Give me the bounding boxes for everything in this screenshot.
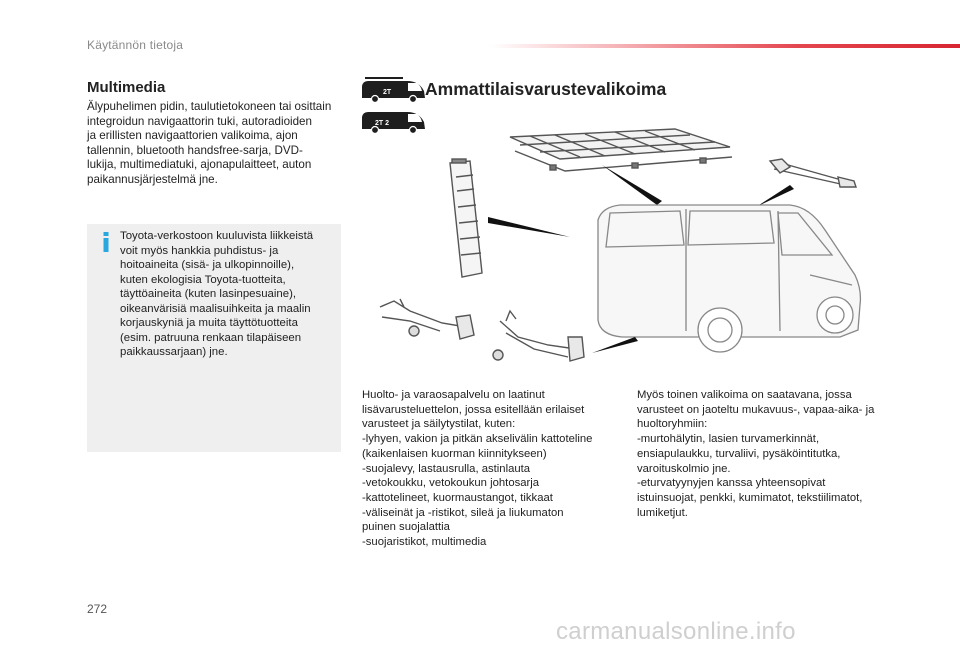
text-line: -vetokoukku, vetokoukun johtosarja (362, 477, 540, 490)
text-line: lukija, multimediatuki, ajonapulaitteet, auton (87, 158, 312, 172)
multimedia-heading: Multimedia (87, 79, 166, 96)
text-line: ensiapulaukku, turvaliivi, pysäköintitutka, (637, 447, 841, 460)
text-line: huoltoryhmiin: (637, 418, 708, 431)
van-icon (362, 77, 425, 103)
accessories-column-a (362, 388, 624, 550)
text-line: Toyota-verkostoon kuuluvista liikkeistä (120, 230, 314, 242)
text-line: istuinsuojat, penkki, kumimatot, tekstiilimatot, (637, 491, 863, 504)
info-icon (101, 232, 111, 252)
watermark: carmanualsonline.info (556, 618, 796, 645)
text-line: varusteet on jaoteltu mukavuus-, vapaa-aika- ja (637, 403, 875, 416)
text-line: voit myös hankkia puhdistus- ja (120, 244, 279, 257)
text-line: integroidun navigaattorin tuki, autoradioiden (87, 114, 312, 128)
roof-rack-drawing (510, 129, 732, 171)
text-line: -lyhyen, vakion ja pitkän akselivälin kattoteline (362, 433, 593, 446)
accessories-illustration (370, 125, 870, 375)
accessories-column-b (637, 388, 902, 520)
text-line: lisävarusteluettelon, jossa esitellään erilaiset (362, 403, 585, 416)
text-line: paikannusjärjestelmä jne. (87, 172, 218, 186)
text-line: Myös toinen valikoima on saatavana, jossa (637, 389, 852, 401)
ladder-drawing (450, 159, 482, 277)
text-line: Älypuhelimen pidin, taulutietokoneen tai osittain (87, 100, 332, 113)
running-header: Käytännön tietoja (87, 38, 184, 52)
pointer-arrow (488, 217, 570, 237)
text-line: (kaikenlaisen kuorman kiinnitykseen) (362, 447, 547, 460)
header-accent-rule (490, 44, 960, 48)
text-line: varoituskolmio jne. (637, 462, 731, 475)
text-line: lumiketjut. (637, 506, 688, 519)
text-line: ja erillisten navigaattorien valikoima, ajon (87, 129, 298, 143)
text-line: -suojaristikot, multimedia (362, 536, 487, 549)
text-line: (esim. patruuna renkaan tilapäiseen (120, 331, 302, 344)
text-line: oikeanvärisiä maalisuihkeita ja maalin (120, 302, 311, 315)
text-line: varusteet ja säilytystilat, kuten: (362, 418, 516, 431)
text-line: -kattotelineet, kuormaustangot, tikkaat (362, 491, 553, 504)
svg-text:2T 2: 2T 2 (375, 120, 390, 127)
text-line: -murtohälytin, lasien turvamerkinnät, (637, 433, 820, 446)
pointer-arrow (756, 185, 794, 207)
text-line: puinen suojalattia (362, 521, 450, 534)
text-line: paikkaussarjaan) jne. (120, 346, 228, 358)
text-line: -väliseinät ja -ristikot, sileä ja liukumaton (362, 506, 564, 519)
van-drawing (598, 205, 860, 352)
svg-text:2T: 2T (383, 89, 392, 96)
towbar-drawing (380, 299, 584, 361)
multimedia-paragraph (87, 100, 349, 188)
text-line: -eturvatyynyjen kanssa yhteensopivat (637, 477, 826, 490)
accessories-heading: Ammattilaisvarustevalikoima (425, 79, 667, 99)
text-line: korjauskyniä ja muita täyttötuotteita (120, 317, 298, 329)
text-line: Huolto- ja varaosapalvelu on laatinut (362, 389, 545, 401)
text-line: kuten ekologisia Toyota-tuotteita, (120, 273, 286, 286)
roof-bars-drawing (770, 159, 856, 187)
text-line: täyttöaineita (kuten lasinpesuaine), (120, 288, 297, 300)
text-line: tallennin, bluetooth handsfree-sarja, DVD- (87, 143, 303, 157)
text-line: -suojalevy, lastausrulla, astinlauta (362, 462, 531, 475)
pointer-arrow (602, 165, 662, 205)
info-box-text (120, 229, 335, 360)
page-number: 272 (87, 602, 108, 616)
text-line: hoitoaineita (sisä- ja ulkopinnoille), (120, 259, 295, 271)
pointer-arrow (592, 337, 638, 353)
